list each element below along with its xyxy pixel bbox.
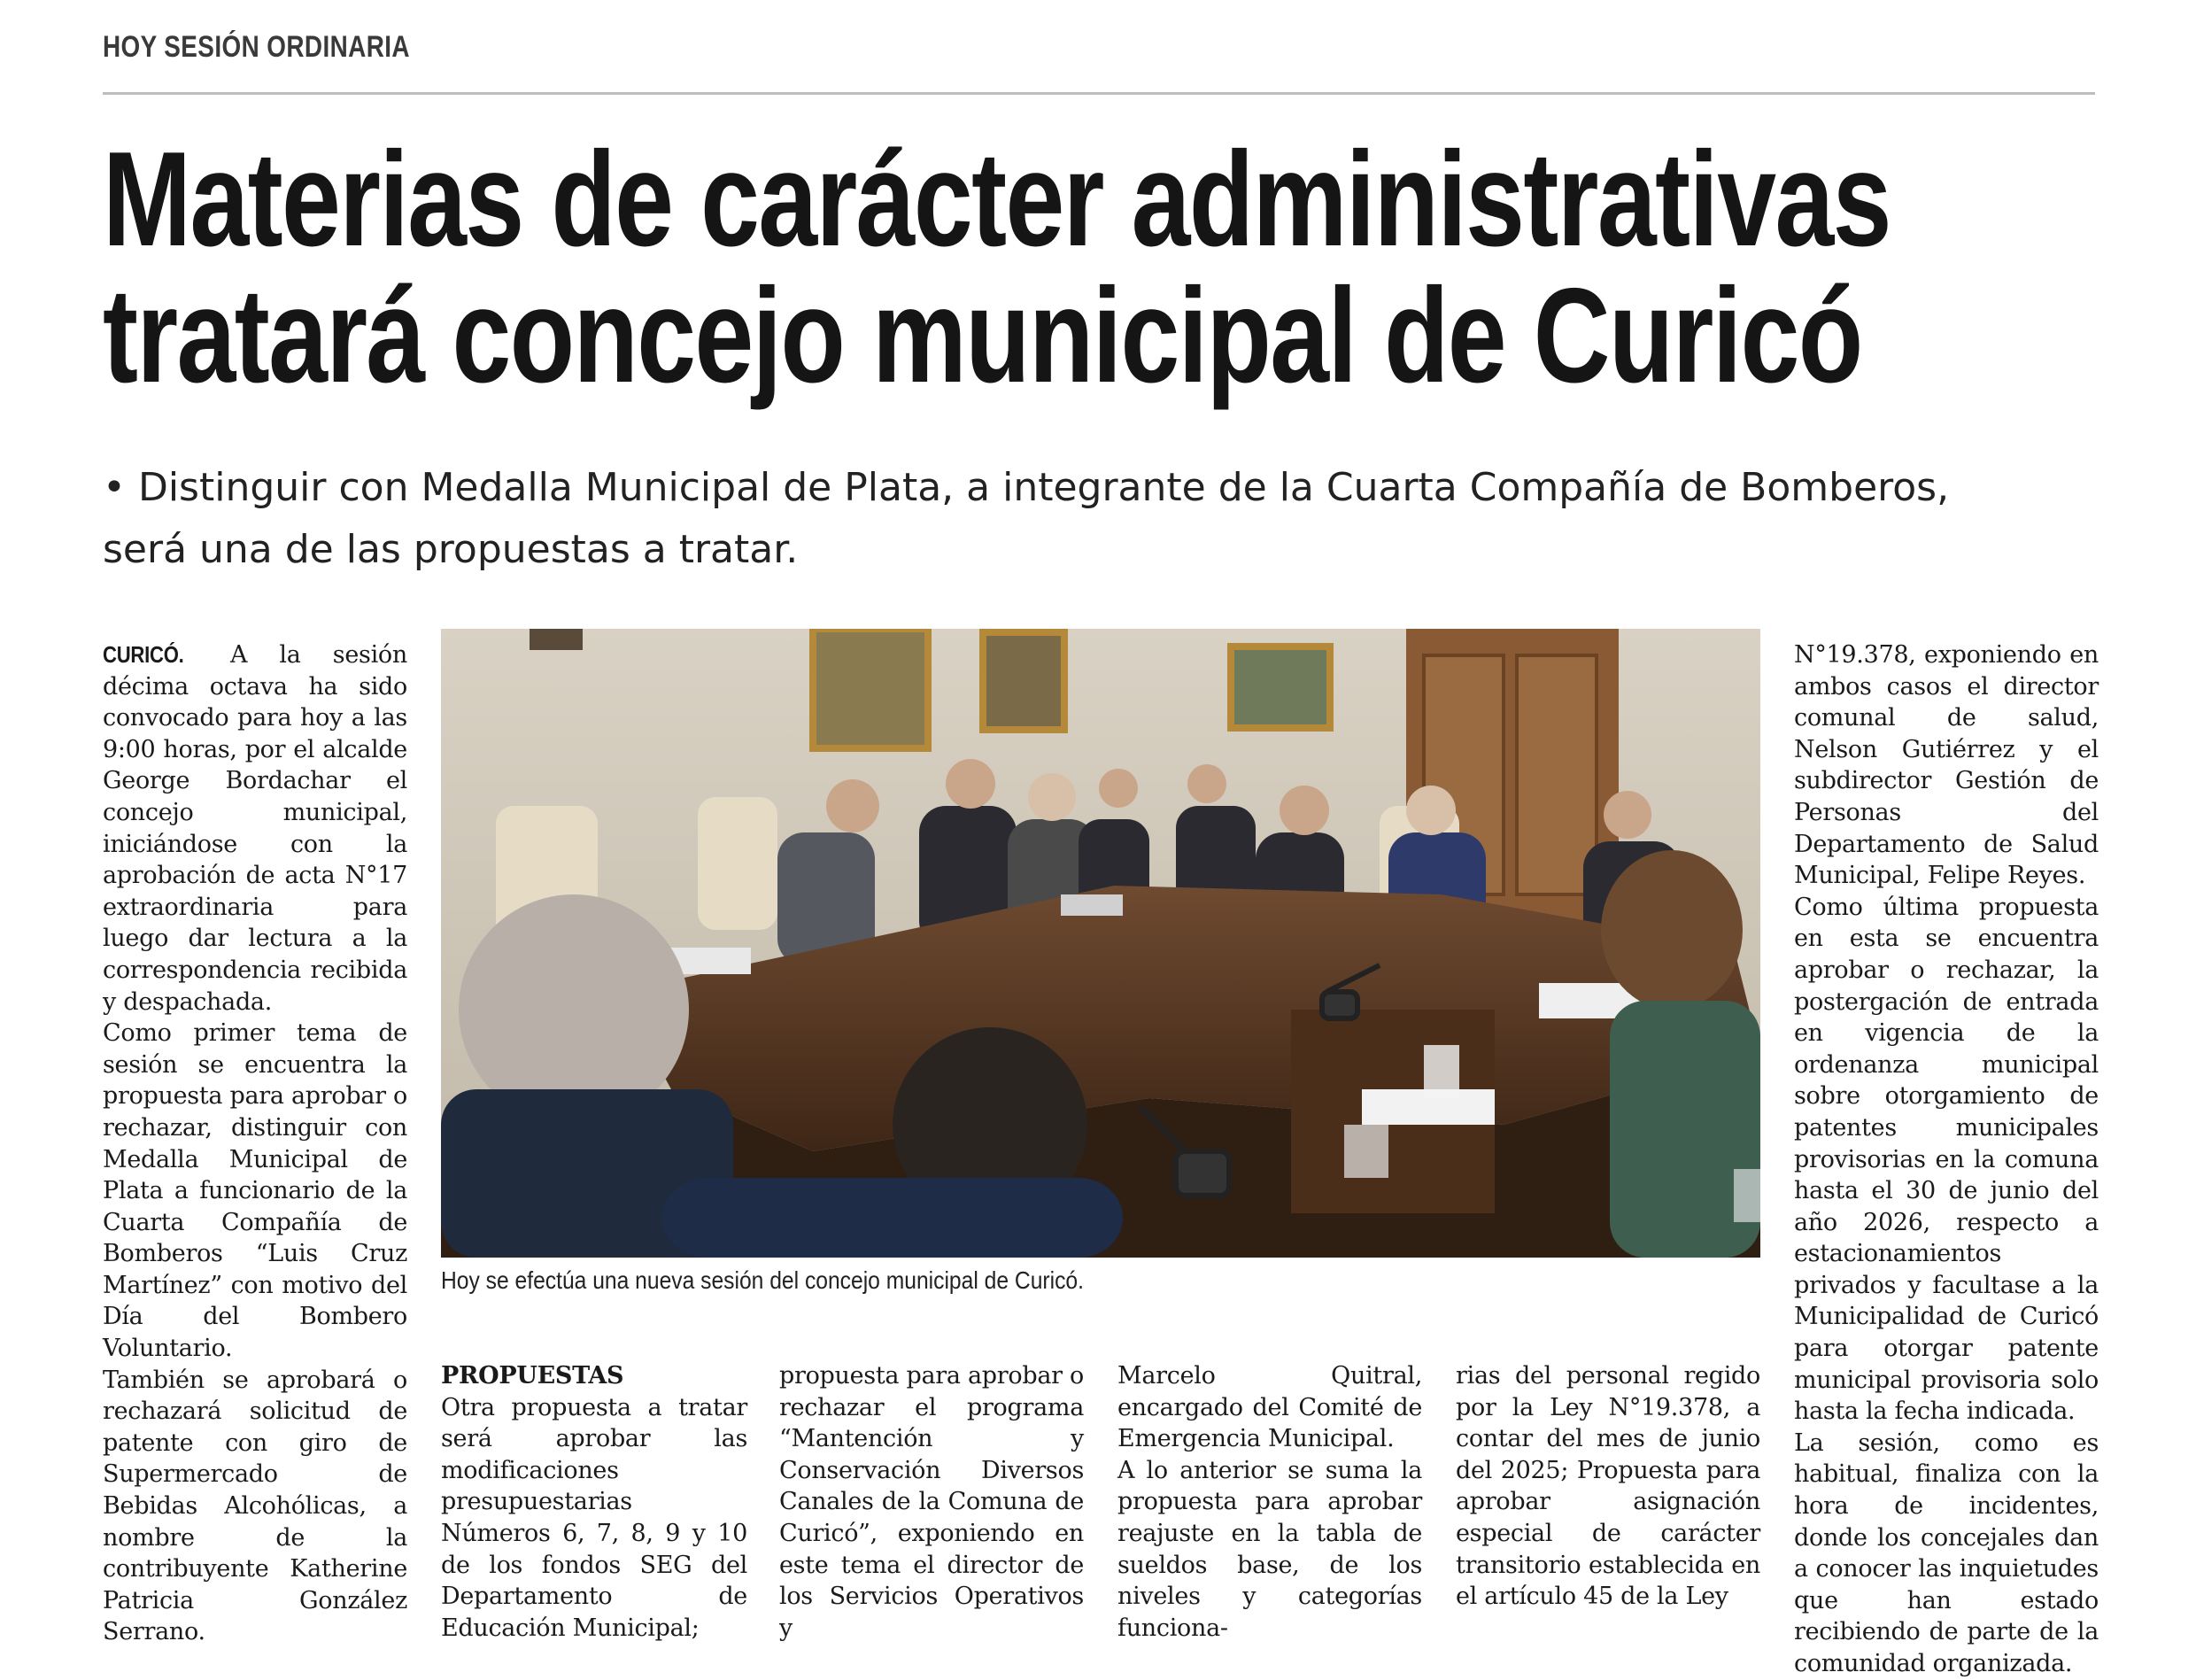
col4-paragraph-1: Marcelo Quitral, encargado del Comité de Emergencia Municipal. — [1117, 1362, 1422, 1453]
col4-paragraph-2: A lo anterior se suma la propuesta para aprobar reajuste en la tabla de sueldos base, de los niveles y categorías funciona- — [1117, 1456, 1422, 1642]
col6-paragraph-3: La sesión, como es habitual, finaliza con la hora de incidentes, donde los concejales dan a conocer las inquietudes que han estado recibiendo de parte de la comunidad organizada. — [1794, 1428, 2099, 1677]
headline-line-1: Materias de carácter administrativas — [103, 124, 1891, 275]
section-heading: PROPUESTAS — [441, 1362, 624, 1390]
col1-paragraph-1: A la sesión décima octava ha sido convocado para hoy a las 9:00 horas, por el alcalde George Bordachar el concejo municipal, iniciándose con la aprobación de acta N°17 extraordinaria para luego dar lectura a la correspondencia recibida y despachada. — [103, 641, 407, 1016]
photo-caption: Hoy se efectúa una nueva sesión del concejo municipal de Curicó. — [441, 1266, 1084, 1294]
col2-paragraph-1: Otra propuesta a tratar será aprobar las modificaciones presupuestarias Números 6, 7, 8, 9 y 10 de los fondos SEG del Departamento de Educación Municipal; — [441, 1393, 747, 1642]
column-2 — [441, 1360, 747, 1644]
column-1 — [103, 639, 407, 1648]
col6-paragraph-1: N°19.378, exponiendo en ambos casos el director comunal de salud, Nelson Gutiérrez y el subdirector Gestión de Personas del Departamento de Salud Municipal, Felipe Reyes. — [1794, 641, 2099, 890]
col3-paragraph-1: propuesta para aprobar o rechazar el programa “Mantención y Conservación Diversos Canales de la Comuna de Curicó”, exponiendo en este tema el director de los Servicios Operativos y — [779, 1362, 1084, 1642]
col5-paragraph-1: rias del personal regido por la Ley N°19.378, a contar del mes de junio del 2025; Propuesta para aprobar asignación especial de carácter transitorio establecida en el artículo 45 de la Ley — [1456, 1362, 1760, 1611]
subhead — [103, 457, 2104, 581]
column-5 — [1456, 1360, 1760, 1613]
dateline: CURICÓ. — [103, 641, 184, 668]
column-3 — [779, 1360, 1084, 1644]
meeting-photo — [441, 629, 1760, 1258]
column-6 — [1794, 639, 2099, 1680]
bullet-icon: • — [103, 465, 126, 510]
subhead-line-1: Distinguir con Medalla Municipal de Plata, a integrante de la Cuarta Compañía de Bomberos, — [137, 465, 1950, 510]
column-4 — [1117, 1360, 1422, 1644]
header-rule — [103, 92, 2095, 95]
col1-paragraph-3: También se aprobará o rechazará solicitud de patente con giro de Supermercado de Bebidas Alcohólicas, a nombre de la contribuyente Katherine Patricia González Serrano. — [103, 1366, 407, 1646]
col1-paragraph-2: Como primer tema de sesión se encuentra la propuesta para aprobar o rechazar, distinguir con Medalla Municipal de Plata a funcionario de la Cuarta Compañía de Bomberos “Luis Cruz Martínez” con motivo del Día del Bombero Voluntario. — [103, 1019, 407, 1363]
headline-line-2: tratará concejo municipal de Curicó — [103, 260, 1862, 411]
kicker: HOY SESIÓN ORDINARIA — [103, 30, 410, 64]
headline — [103, 124, 1891, 411]
subhead-line-2: será una de las propuestas a tratar. — [103, 527, 799, 572]
col6-paragraph-2: Como última propuesta en esta se encuentra aprobar o rechazar, la postergación de entrada en vigencia de la ordenanza municipal sobre otorgamiento de patentes municipales provisorias en la comuna hasta el 30 de junio del año 2026, respecto a estacionamientos privados y facultase a la Municipalidad de Curicó para otorgar patente municipal provisoria solo hasta la fecha indicada. — [1794, 893, 2099, 1426]
